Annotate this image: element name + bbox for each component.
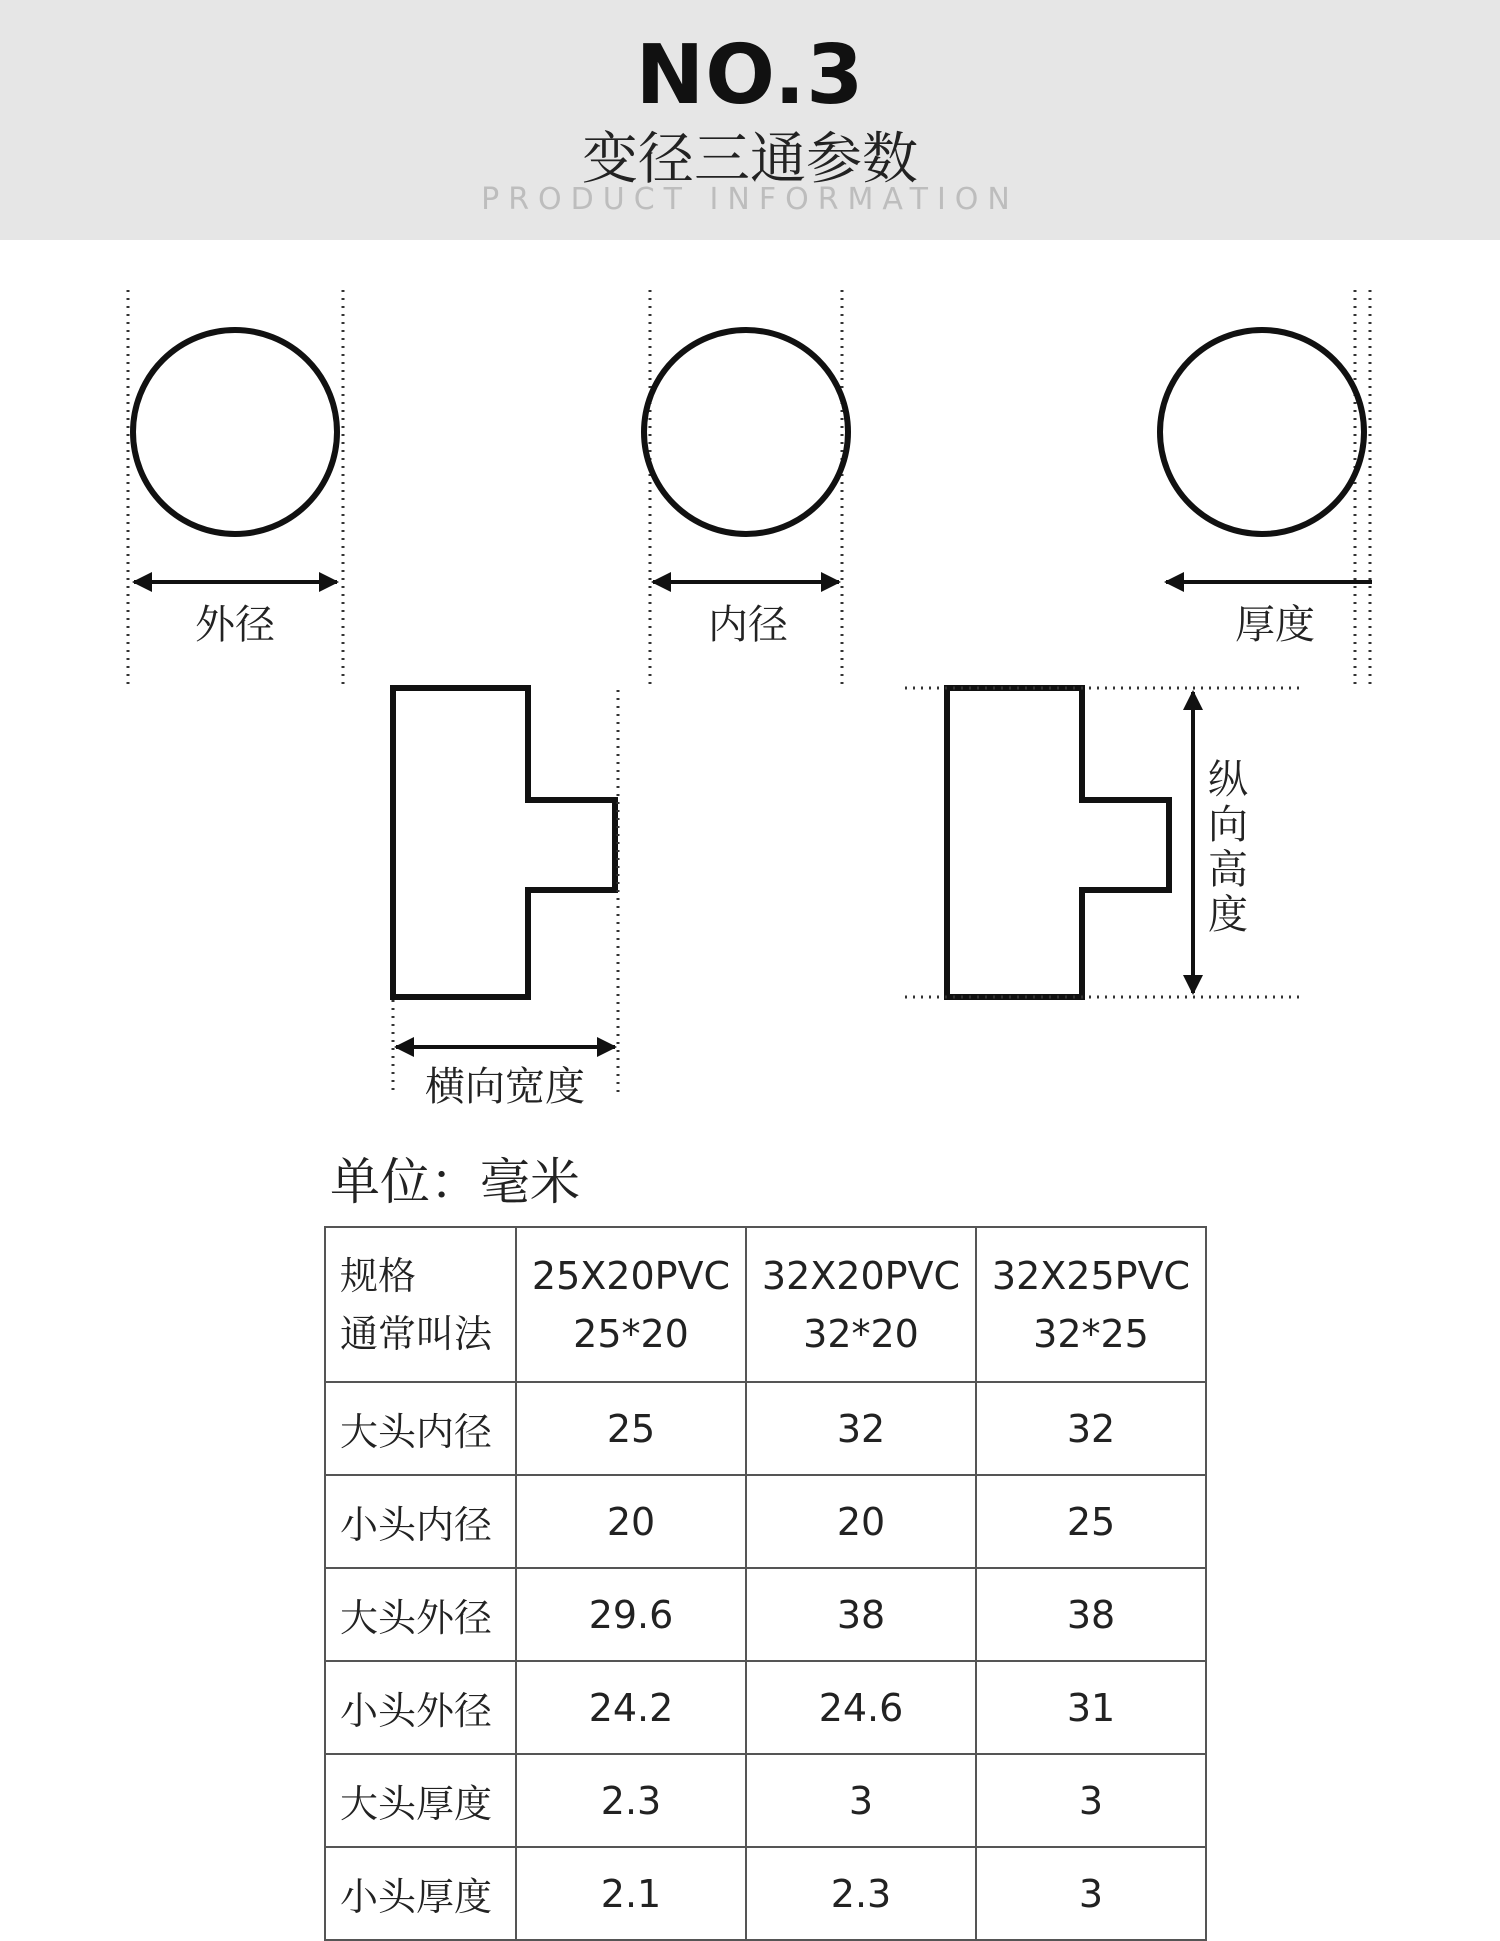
header-label-common-name: 通常叫法 (340, 1311, 493, 1356)
column-header (746, 1227, 976, 1382)
table-row (325, 1382, 1206, 1475)
table-cell: 32 (746, 1382, 976, 1475)
table-cell: 3 (976, 1754, 1206, 1847)
header-label-cell (325, 1227, 516, 1382)
table-cell: 24.6 (746, 1661, 976, 1754)
column-header (976, 1227, 1206, 1382)
dimension-diagram (0, 240, 1500, 1120)
table-row (325, 1568, 1206, 1661)
tee-shape-left (393, 688, 615, 997)
table-cell: 3 (976, 1847, 1206, 1940)
table-cell: 29.6 (516, 1568, 746, 1661)
table-row (325, 1754, 1206, 1847)
table-cell: 2.3 (746, 1847, 976, 1940)
table-cell: 3 (746, 1754, 976, 1847)
table-cell: 31 (976, 1661, 1206, 1754)
table-cell: 2.1 (516, 1847, 746, 1940)
table-cell: 32 (976, 1382, 1206, 1475)
header-banner (0, 0, 1500, 240)
horizontal-width-label: 横向宽度 (425, 1064, 585, 1110)
vertical-height-label: 纵向高度 (1208, 757, 1248, 938)
thickness-circle (1160, 330, 1364, 534)
outer-diameter-label: 外径 (195, 602, 275, 648)
column-alias: 32*20 (803, 1311, 919, 1356)
table-header-row (325, 1227, 1206, 1382)
column-alias: 25*20 (573, 1311, 689, 1356)
column-name: 32X25PVC (991, 1253, 1191, 1298)
table-cell: 24.2 (516, 1661, 746, 1754)
row-label: 大头外径 (325, 1568, 516, 1661)
section-number: NO.3 (635, 28, 865, 123)
column-alias: 32*25 (1033, 1311, 1149, 1356)
table-row (325, 1847, 1206, 1940)
unit-label: 单位：毫米 (330, 1153, 580, 1211)
tee-width-figure (393, 688, 618, 1095)
row-label: 小头外径 (325, 1661, 516, 1754)
table-cell: 25 (516, 1382, 746, 1475)
table-row (325, 1475, 1206, 1568)
row-label: 大头厚度 (325, 1754, 516, 1847)
table-cell: 38 (976, 1568, 1206, 1661)
header-label-spec: 规格 (340, 1253, 417, 1298)
column-name: 32X20PVC (761, 1253, 961, 1298)
section-title: 变径三通参数 (582, 127, 918, 192)
inner-diameter-circle (644, 330, 848, 534)
row-label: 大头内径 (325, 1382, 516, 1475)
outer-diameter-circle (133, 330, 337, 534)
section-subtitle: PRODUCT INFORMATION (481, 182, 1019, 217)
column-name: 25X20PVC (531, 1253, 731, 1298)
column-header (516, 1227, 746, 1382)
spec-table (324, 1226, 1207, 1941)
table-cell: 25 (976, 1475, 1206, 1568)
table-cell: 20 (746, 1475, 976, 1568)
thickness-label: 厚度 (1235, 602, 1315, 648)
table-row (325, 1661, 1206, 1754)
table-cell: 20 (516, 1475, 746, 1568)
row-label: 小头厚度 (325, 1847, 516, 1940)
row-label: 小头内径 (325, 1475, 516, 1568)
tee-shape-right (947, 688, 1169, 997)
table-cell: 2.3 (516, 1754, 746, 1847)
inner-diameter-label: 内径 (708, 602, 788, 648)
table-cell: 38 (746, 1568, 976, 1661)
